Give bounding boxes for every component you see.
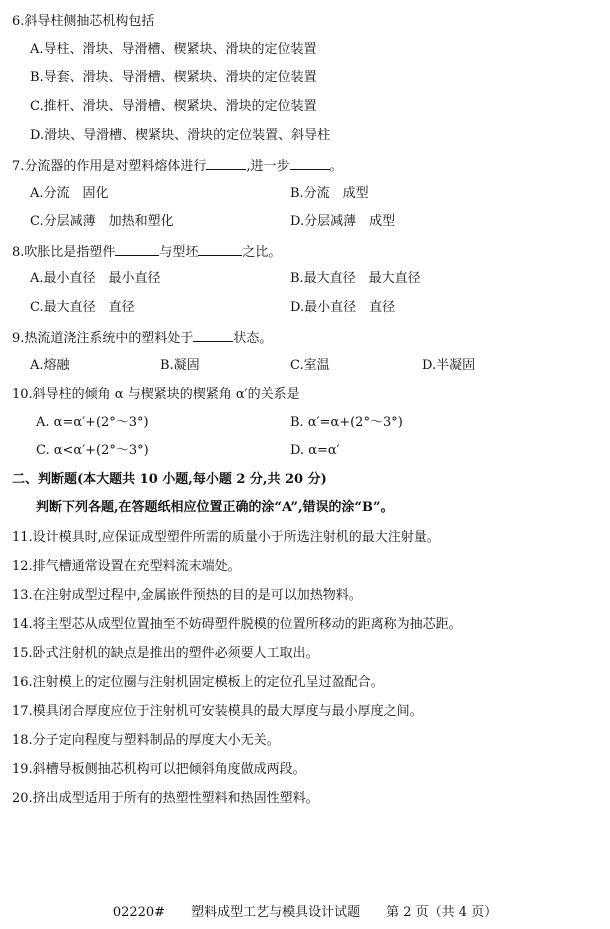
q7-option-a: A.分流 固化 [30,186,109,201]
q10-option-a: A. α=α′+(2°～3°) [36,415,149,430]
q7-option-c: C.分层减薄 加热和塑化 [30,214,174,229]
section2-instruction: 判断下列各题,在答题纸相应位置正确的涂“A”,错误的涂“B”。 [36,500,394,515]
judge-item-12: 12.排气槽通常设置在充型料流末端处。 [12,559,241,574]
q9-stem [12,329,272,347]
q8-stem [12,243,281,261]
judge-item-20: 20.挤出成型适用于所有的热塑性塑料和热固性塑料。 [12,791,319,806]
q6-stem: 6.斜导柱侧抽芯机构包括 [12,14,155,29]
q6-option-b: B.导套、滑块、导滑槽、楔紧块、滑块的定位装置 [30,70,317,85]
judge-item-11: 11.设计模具时,应保证成型塑件所需的质量小于所选注射机的最大注射量。 [12,530,440,545]
judge-item-17: 17.模具闭合厚度应位于注射机可安装模具的最大厚度与最小厚度之间。 [12,704,423,719]
q8-blank-1 [115,243,159,256]
q7-blank-2 [290,157,330,170]
q8-option-c: C.最大直径 直径 [30,300,135,315]
q7-stem-part3: 。 [329,159,343,174]
q10-option-c: C. α<α′+(2°～3°) [36,443,149,458]
q7-blank-1 [206,157,246,170]
q10-option-d: D. α=α′ [290,443,340,458]
q8-stem-part2: 与型坯 [159,245,199,260]
judge-item-15: 15.卧式注射机的缺点是推出的塑件必须要人工取出。 [12,646,319,661]
q8-stem-part1: 8.吹胀比是指塑件 [12,245,116,260]
q8-stem-part3: 之比。 [242,245,282,260]
q7-option-d: D.分层减薄 成型 [290,214,396,229]
q9-option-c: C.室温 [290,358,330,373]
page-footer: 02220# 塑料成型工艺与模具设计试题 第 2 页（共 4 页） [112,905,498,920]
judge-item-18: 18.分子定向程度与塑料制品的厚度大小无关。 [12,733,280,748]
q9-stem-part2: 状态。 [233,331,273,346]
q10-stem: 10.斜导柱的倾角 α 与楔紧块的楔紧角 α′的关系是 [12,387,300,402]
q8-option-d: D.最小直径 直径 [290,300,396,315]
q9-option-a: A.熔融 [30,358,70,373]
judge-item-13: 13.在注射成型过程中,金属嵌件预热的目的是可以加热物料。 [12,588,362,603]
q8-blank-2 [198,243,242,256]
q7-stem-part1: 7.分流器的作用是对塑料熔体进行 [12,159,207,174]
judge-item-16: 16.注射模上的定位圈与注射机固定模板上的定位孔呈过盈配合。 [12,675,384,690]
q10-option-b: B. α′=α+(2°～3°) [290,415,403,430]
q7-stem-part2: ,进一步 [246,159,290,174]
q6-option-d: D.滑块、导滑槽、楔紧块、滑块的定位装置、斜导柱 [30,128,331,143]
section2-heading: 二、判断题(本大题共 10 小题,每小题 2 分,共 20 分) [12,472,327,487]
judge-item-14: 14.将主型芯从成型位置抽至不妨碍塑件脱模的位置所移动的距离称为抽芯距。 [12,617,462,632]
q6-option-c: C.推杆、滑块、导滑槽、楔紧块、滑块的定位装置 [30,99,317,114]
q8-option-b: B.最大直径 最大直径 [290,271,421,286]
q7-option-b: B.分流 成型 [290,186,369,201]
q9-option-d: D.半凝固 [422,358,476,373]
q9-stem-part1: 9.热流道浇注系统中的塑料处于 [12,331,194,346]
q9-blank [193,329,233,342]
q7-stem [12,157,343,175]
q9-option-b: B.凝固 [160,358,200,373]
q8-option-a: A.最小直径 最小直径 [30,271,161,286]
q6-option-a: A.导柱、滑块、导滑槽、楔紧块、滑块的定位装置 [30,42,317,57]
judge-item-19: 19.斜槽导板侧抽芯机构可以把倾斜角度做成两段。 [12,762,306,777]
